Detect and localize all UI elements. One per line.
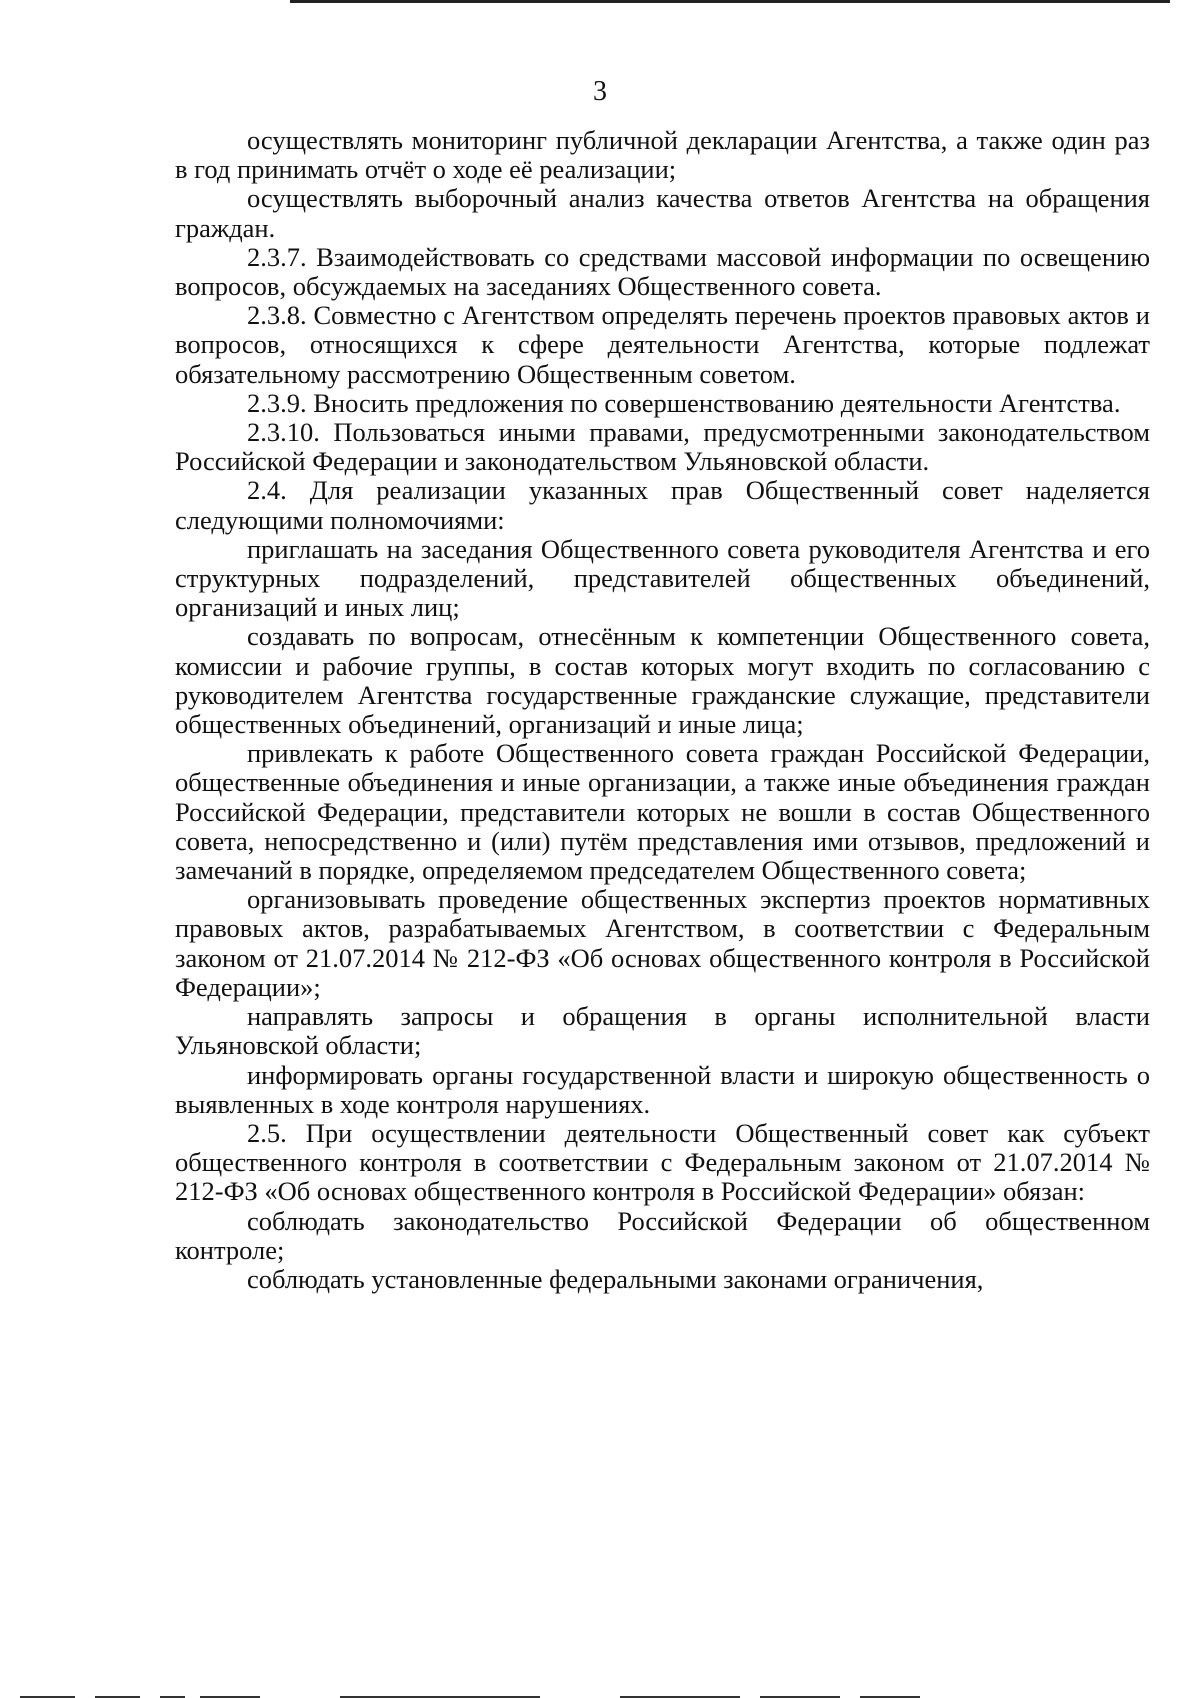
paragraph-inform: информировать органы государственной власти и широкую общественность о выявленных в ходе контроля нарушениях.: [175, 1059, 1150, 1119]
paragraph-2-5: 2.5. При осуществлении деятельности Общественный совет как субъект общественного контроля в соответствии с Федеральным законом от 21.07.2014 № 212-ФЗ «Об основах общественного контроля в Российской Федерации» обязан:: [175, 1117, 1150, 1207]
paragraph-selective-analysis: осуществлять выборочный анализ качества ответов Агентства на обращения граждан.: [175, 183, 1150, 243]
paragraph-involve: привлекать к работе Общественного совета граждан Российской Федерации, общественные объединения и иные организации, а также иные объединения граждан Российской Федерации, представители которых не вошли в состав Общественного совета, непосредственно и (или) путём представления ими отзывов, предложений и замечаний в порядке, определяемом председателем Общественного совета;: [175, 738, 1150, 886]
paragraph-comply-restrictions: соблюдать установленные федеральными законами ограничения,: [247, 1263, 984, 1294]
paragraph-2-3-7: 2.3.7. Взаимодействовать со средствами массовой информации по освещению вопросов, обсуждаемых на заседаниях Общественного совета.: [175, 241, 1150, 302]
paragraph-monitoring-declaration: осуществлять мониторинг публичной декларации Агентства, а также один раз в год принимать отчёт о ходе её реализации;: [175, 125, 1150, 185]
paragraph-organize-expertise: организовывать проведение общественных экспертиз проектов нормативных правовых актов, разрабатываемых Агентством, в соответствии с Федеральным законом от 21.07.2014 № 212-ФЗ «Об основах общественного контроля в Российской Федерации»;: [175, 884, 1150, 1002]
paragraph-comply-law: соблюдать законодательство Российской Федерации об общественном контроле;: [175, 1205, 1150, 1265]
scan-edge-line-top: [290, 0, 1170, 3]
paragraph-2-4: 2.4. Для реализации указанных прав Общественный совет наделяется следующими полномочиями:: [175, 475, 1150, 535]
paragraph-invite: приглашать на заседания Общественного совета руководителя Агентства и его структурных подразделений, представителей общественных объединений, организаций и иных лиц;: [175, 533, 1150, 623]
page-number: 3: [593, 76, 607, 107]
paragraph-2-3-8: 2.3.8. Совместно с Агентством определять перечень проектов правовых актов и вопросов, относящихся к сфере деятельности Агентства, которые подлежат обязательному рассмотрению Общественным советом.: [175, 300, 1150, 389]
paragraph-2-3-9: 2.3.9. Вносить предложения по совершенствованию деятельности Агентства.: [247, 387, 1121, 418]
document-body: [175, 126, 1150, 1294]
paragraph-create-commissions: создавать по вопросам, отнесённым к компетенции Общественного совета, комиссии и рабочие группы, в состав которых могут входить по согласованию с руководителем Агентства государственные гражданские служащие, представители общественных объединений, организаций и иные лица;: [175, 621, 1150, 740]
paragraph-2-3-10: 2.3.10. Пользоваться иными правами, предусмотренными законодательством Российской Федерации и законодательством Ульяновской области.: [175, 417, 1150, 477]
paragraph-send-requests: направлять запросы и обращения в органы исполнительной власти Ульяновской области;: [175, 1001, 1150, 1061]
